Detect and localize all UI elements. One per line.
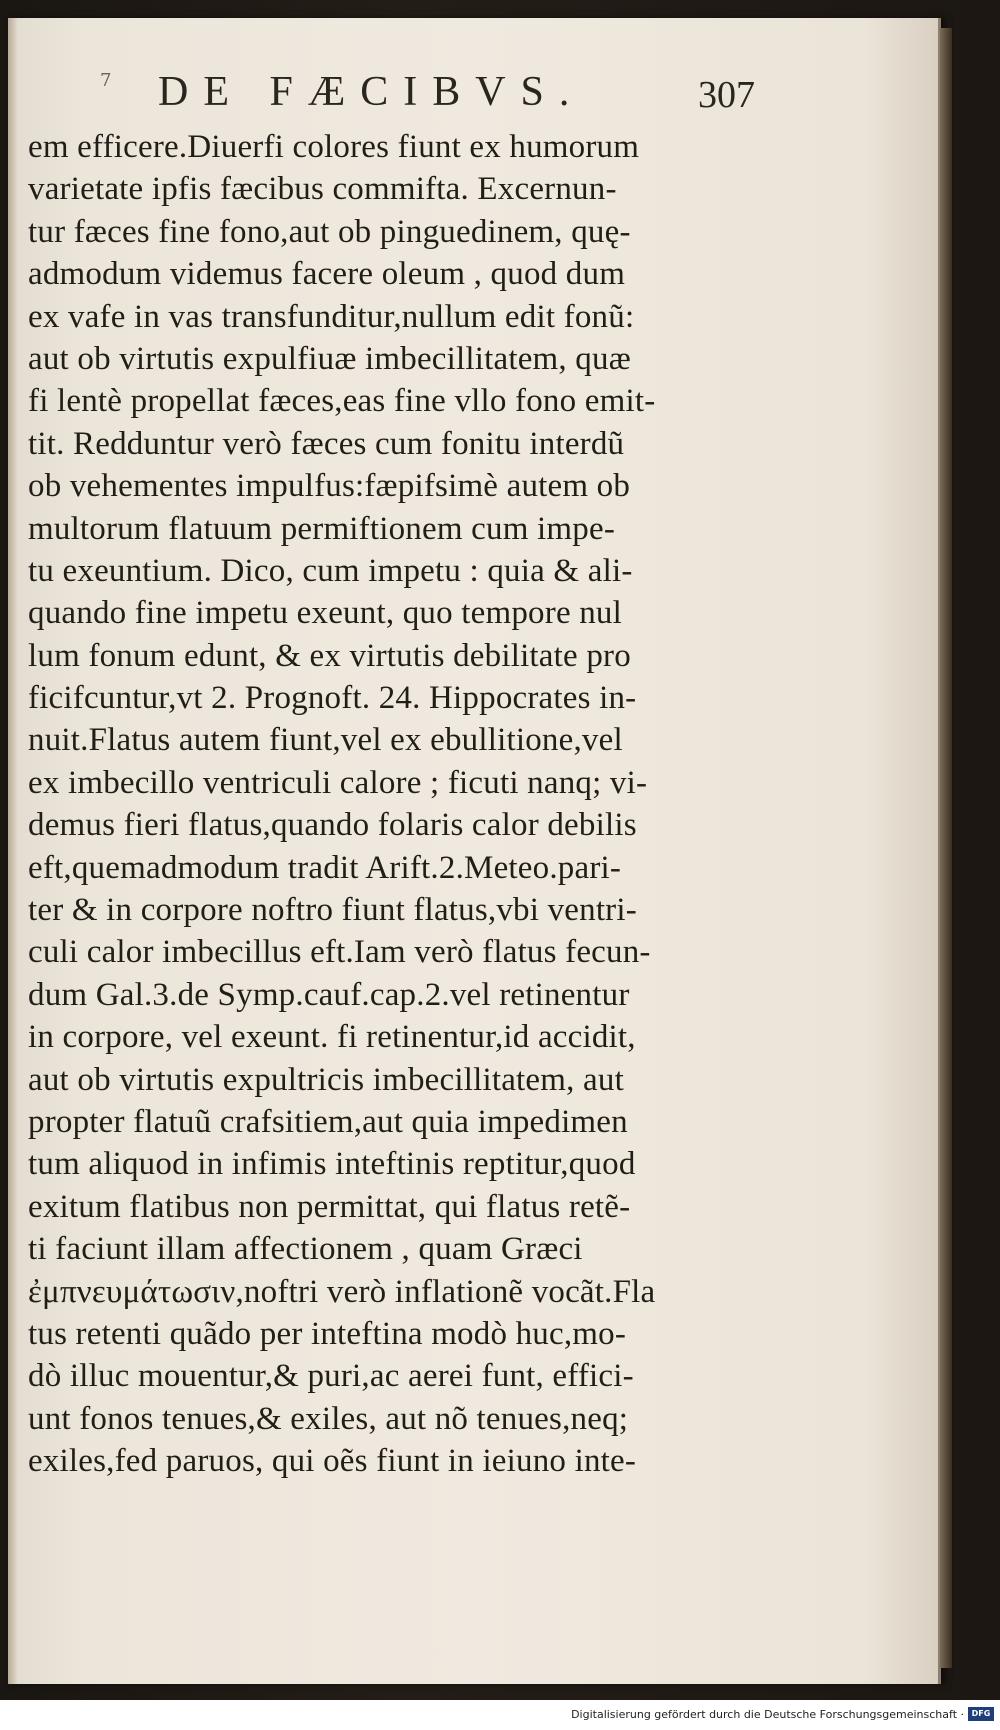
text-line: tit. Redduntur verò fæces cum fonitu interdũ bbox=[28, 425, 625, 462]
text-line: propter flatuũ crafsitiem,aut quia impedimen bbox=[28, 1103, 628, 1140]
digitization-footer bbox=[0, 1700, 1000, 1730]
text-line: tum aliquod in infimis inteftinis reptitur,quod bbox=[28, 1146, 636, 1183]
page-number: 307 bbox=[698, 74, 755, 116]
signature-mark: 7 bbox=[100, 70, 112, 91]
running-title: DE FÆCIBVS. bbox=[158, 69, 585, 115]
text-line: ter & in corpore noftro fiunt flatus,vbi ventri- bbox=[28, 892, 637, 929]
text-line: ex imbecillo ventriculi calore ; ficuti nanq; vi- bbox=[28, 764, 648, 801]
text-line: multorum flatuum permiftionem cum impe- bbox=[28, 510, 616, 547]
page-header bbox=[8, 48, 938, 118]
page-gutter-shadow bbox=[8, 18, 18, 1684]
text-line: demus fieri flatus,quando folaris calor debilis bbox=[28, 807, 637, 844]
funding-credit: Digitalisierung gefördert durch die Deutsche Forschungsgemeinschaft · bbox=[571, 1708, 964, 1721]
text-line: nuit.Flatus autem fiunt,vel ex ebullitione,vel bbox=[28, 722, 623, 759]
text-line: ob vehementes impulfus:fæpifsimè autem ob bbox=[28, 468, 631, 505]
text-line: fi lentè propellat fæces,eas fine vllo fono emit- bbox=[28, 383, 656, 420]
text-line: exiles,fed paruos, qui oẽs fiunt in ieiuno inte- bbox=[28, 1443, 637, 1480]
text-line: dum Gal.3.de Symp.cauf.cap.2.vel retinentur bbox=[28, 976, 630, 1013]
text-line: culi calor imbecillus eft.Iam verò flatus fecun- bbox=[28, 934, 651, 971]
text-line: lum fonum edunt, & ex virtutis debilitate pro bbox=[28, 637, 631, 674]
text-line: aut ob virtutis expultricis imbecillitatem, aut bbox=[28, 1061, 624, 1098]
text-line: tur fæces fine fono,aut ob pinguedinem, quę- bbox=[28, 213, 631, 250]
dfg-logo: DFG bbox=[968, 1707, 994, 1721]
text-line: quando fine impetu exeunt, quo tempore nul bbox=[28, 595, 623, 632]
text-line: ficifcuntur,vt 2. Prognoft. 24. Hippocrates in- bbox=[28, 680, 637, 717]
text-line: exitum flatibus non permittat, qui flatus retẽ- bbox=[28, 1188, 631, 1225]
text-line: admodum videmus facere oleum , quod dum bbox=[28, 256, 626, 293]
text-line: unt fonos tenues,& exiles, aut nõ tenues,neq; bbox=[28, 1400, 629, 1437]
page-fore-edge bbox=[940, 28, 952, 1668]
text-line: tu exeuntium. Dico, cum impetu : quia & ali- bbox=[28, 552, 633, 589]
text-line: ti faciunt illam affectionem , quam Græci bbox=[28, 1231, 583, 1268]
text-line: em efficere.Diuerfi colores fiunt ex humorum bbox=[28, 129, 640, 165]
text-line: aut ob virtutis expulfiuæ imbecillitatem, quæ bbox=[28, 340, 631, 377]
text-line: ἐμπνευμάτωσιν,noftri verò inflationẽ vocãt.Fla bbox=[28, 1273, 656, 1310]
text-line: tus retenti quãdo per inteftina modò huc,mo- bbox=[28, 1315, 627, 1352]
text-line: in corpore, vel exeunt. fi retinentur,id accidit, bbox=[28, 1019, 636, 1056]
text-line: ex vafe in vas transfunditur,nullum edit fonũ: bbox=[28, 298, 635, 335]
text-line: varietate ipfis fæcibus commifta. Excernun- bbox=[28, 171, 617, 208]
text-line: eft,quemadmodum tradit Arift.2.Meteo.pari- bbox=[28, 849, 622, 886]
book-page bbox=[8, 18, 941, 1684]
body-text bbox=[28, 126, 788, 1483]
text-line: dò illuc mouentur,& puri,ac aerei funt, effici- bbox=[28, 1358, 634, 1395]
